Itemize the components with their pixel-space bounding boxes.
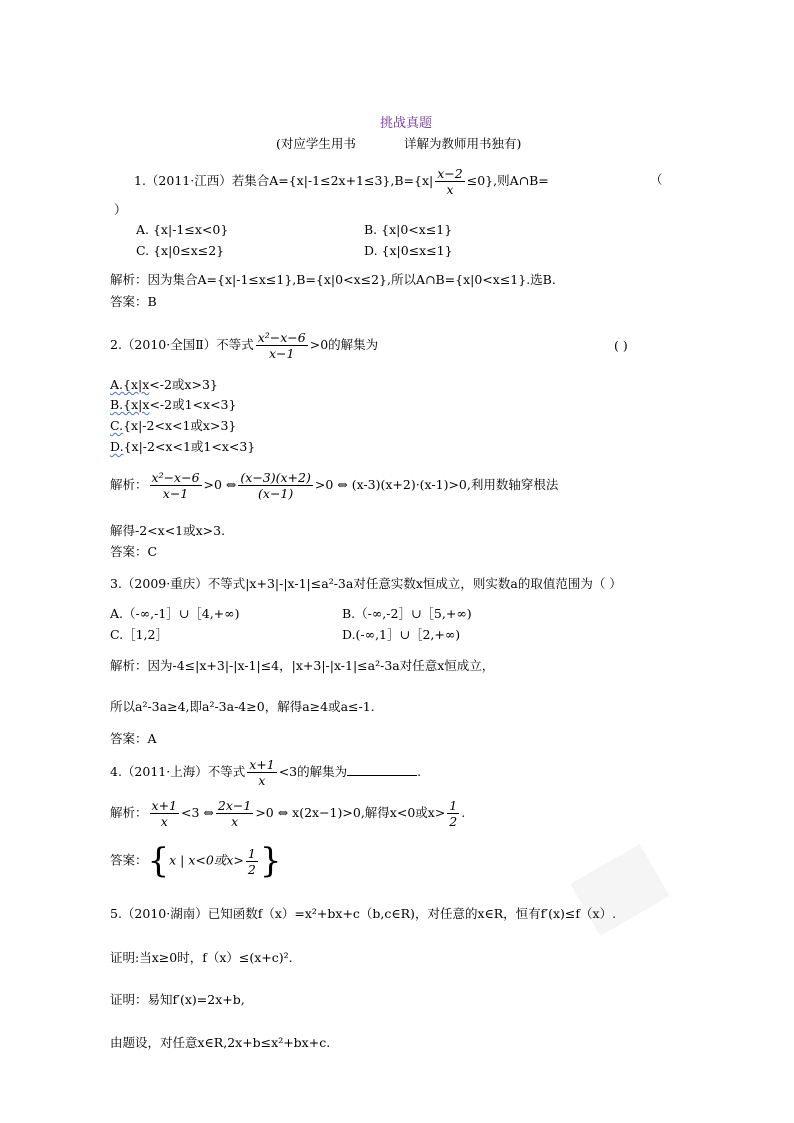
q2-an-frac1-num: x²−x−6 (151, 470, 200, 485)
watermark-icon (560, 830, 680, 950)
q4-answer-label: 答案： (110, 852, 148, 868)
q4-answer-blank (347, 763, 417, 776)
q4-an-frac3-num: 1 (449, 798, 458, 813)
q1-frac-num: x−2 (437, 166, 463, 181)
q4-answer (110, 841, 282, 881)
q4-answer-frac (246, 846, 258, 877)
q1-paren-close: ） (114, 202, 127, 217)
q4-an-frac1-num: x+1 (151, 798, 177, 813)
q4-ans-frac-den: 2 (247, 861, 256, 877)
q4-stem: 4.（2011·上海）不等式 $\frac{x+1}{x}$ <3的解集为 . (110, 757, 422, 788)
q4-suffix: <3的解集为 (278, 764, 348, 779)
q2-analysis (110, 470, 558, 501)
q2-option-d-text: {x|-2<x<1或1<x<3} (123, 439, 256, 454)
q4-frac-den: x (258, 773, 266, 788)
left-brace: { (147, 841, 170, 881)
q2-stem (110, 330, 378, 361)
q4-analysis (110, 798, 465, 829)
q2-option-a-text: <-2或x>3} (149, 377, 218, 392)
q3-answer: 答案：A (110, 731, 157, 746)
q3-option-d: D.(-∞,1］∪［2,+∞) (342, 627, 461, 642)
q4-fraction (247, 757, 276, 788)
q1-option-b: B. {x|0<x≤1} (364, 222, 453, 237)
q2-analysis-mid: >0 ⇔ (203, 477, 237, 492)
q2-an-frac2-den: (x−1) (258, 486, 294, 501)
q2-option-d-label: D. (110, 439, 124, 454)
q1-answer: 答案：B (110, 294, 157, 309)
q2-option-a (110, 377, 218, 393)
q2-an-frac2-num: (x−3)(x+2) (240, 470, 311, 485)
q4-prefix: 4.（2011·上海）不等式 (110, 764, 246, 779)
q2-an-frac1-den: x−1 (162, 486, 189, 501)
q1-option-d: D. {x|0≤x≤1} (364, 243, 453, 258)
q2-option-b-label: B.{x|x (110, 397, 150, 412)
q2-option-c-text: {x|-2<x<1或x>3} (123, 418, 237, 433)
q1-option-a: A. {x|-1≤x<0} (136, 222, 229, 237)
q4-ans-frac-num: 1 (247, 845, 256, 861)
q1-prefix: 1.（2011·江西）若集合A={x|-1≤2x+1≤3},B={x| (134, 173, 434, 188)
q2-option-d (110, 439, 255, 455)
q4-analysis-end: . (461, 805, 466, 820)
q1-analysis: 解析：因为集合A={x|-1≤x≤1},B={x|0<x≤2},所以A∩B={x|0<x≤1}.选B. (110, 272, 556, 287)
q3-analysis-1: 解析：因为-4≤|x+3|-|x-1|≤4，|x+3|-|x-1|≤a²-3a对任意x恒成立， (110, 658, 495, 673)
q2-fraction (256, 330, 308, 361)
q4-answer-set: x | x<0或x> (169, 852, 244, 868)
q2-prefix: 2.（2010·全国Ⅱ）不等式 (110, 337, 254, 352)
q5-stem: 5.（2010·湖南）已知函数f（x）=x²+bx+c（b,c∈R)，对任意的x∈R，恒有f′(x)≤f（x）. (110, 906, 617, 921)
subtitle-left: (对应学生用书 (276, 136, 356, 151)
q2-option-c (110, 418, 236, 434)
q2-option-b (110, 397, 236, 413)
q3-option-c: C.［1,2］ (110, 627, 168, 642)
q4-an-frac2-num: 2x−1 (217, 798, 252, 813)
q4-an-frac1-den: x (160, 814, 168, 829)
q4-analysis-mid2: >0 ⇔ x(2x−1)>0,解得x<0或x> (255, 805, 446, 820)
q2-analysis-label: 解析： (110, 477, 148, 492)
page-title: 挑战真题 (380, 116, 433, 131)
right-brace: } (259, 841, 282, 881)
q1-suffix: ≤0},则A∩B= (466, 173, 549, 188)
q5-prove: 证明:当x≥0时，f（x）≤(x+c)². (110, 950, 293, 965)
q2-option-c-label: C. (110, 418, 124, 433)
subtitle-right: 详解为教师用书独有) (404, 136, 522, 151)
q4-analysis-label: 解析： (110, 805, 148, 820)
q2-analysis-frac2 (238, 470, 312, 501)
q2-option-a-label: A.{x|x (110, 377, 150, 392)
q1-frac-den: x (446, 182, 454, 197)
q2-analysis-frac1 (150, 470, 202, 501)
q1-paren-open: （ (650, 172, 663, 187)
q5-proof-2: 由题设，对任意x∈R,2x+b≤x²+bx+c. (110, 1035, 331, 1050)
q3-stem: 3.（2009·重庆）不等式|x+3|-|x-1|≤a²-3a对任意实数x恒成立，则实数a的取值范围为（ ） (110, 576, 622, 591)
q4-an-frac2 (216, 798, 253, 829)
q4-an-frac3 (447, 798, 459, 829)
q2-answer: 答案：C (110, 544, 158, 559)
q2-frac-den: x−1 (268, 346, 295, 361)
q4-an-frac2-den: x (231, 814, 239, 829)
q2-option-b-text: <-2或1<x<3} (149, 397, 237, 412)
q2-paren: ( ) (614, 338, 628, 353)
q5-proof-1: 证明：易知f′(x)=2x+b, (110, 992, 245, 1007)
q2-analysis-tail: >0 ⇔ (x-3)(x+2)·(x-1)>0,利用数轴穿根法 (314, 477, 559, 492)
q4-an-frac1 (150, 798, 179, 829)
q3-option-a: A.（-∞,-1］∪［4,+∞) (110, 606, 240, 621)
q3-option-b: B.（-∞,-2］∪［5,+∞) (342, 606, 472, 621)
q1-fraction (435, 166, 464, 197)
q2-frac-num: x²−x−6 (257, 330, 306, 345)
q2-suffix: >0的解集为 (309, 337, 379, 352)
q4-an-frac3-den: 2 (449, 814, 458, 829)
q3-analysis-2: 所以a²-3a≥4,即a²-3a-4≥0，解得a≥4或a≤-1. (110, 699, 375, 714)
q1-option-c: C. {x|0≤x≤2} (136, 243, 225, 258)
q4-frac-num: x+1 (249, 757, 275, 772)
q2-analysis-2: 解得-2<x<1或x>3. (110, 523, 226, 538)
q4-analysis-mid1: <3 ⇔ (181, 805, 214, 820)
q1-stem (134, 166, 549, 197)
